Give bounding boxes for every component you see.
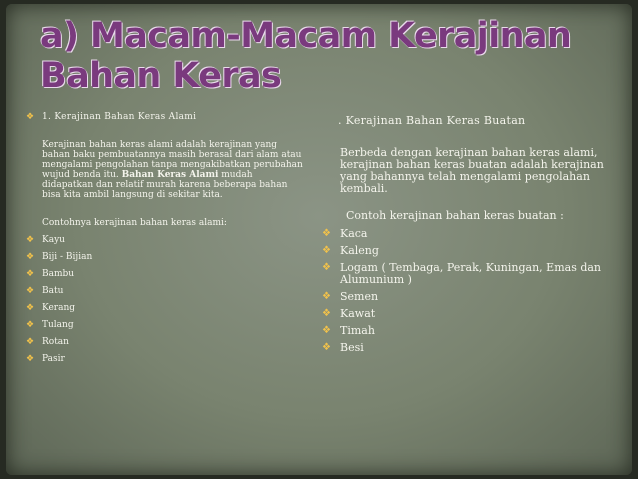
slide-title: a) Macam-Macam Kerajinan Bahan Keras	[40, 16, 572, 96]
left-heading	[26, 112, 306, 122]
list-item-text: Biji - Bijian	[42, 252, 93, 262]
right-column	[322, 114, 617, 359]
list-item-text: Kaca	[340, 227, 368, 240]
list-item-text: Kayu	[42, 235, 65, 245]
left-paragraph-text: Kerajinan bahan keras alami adalah kerajinan yang bahan baku pembuatannya masih berasal dari alam atau mengalami pengolahan tanpa mengakibatkan perubahan wujud benda itu.	[42, 140, 303, 180]
bullet-icon: ❖	[26, 354, 35, 364]
right-examples-list	[322, 228, 617, 354]
list-item	[322, 308, 617, 320]
right-examples-label: Contoh kerajinan bahan keras buatan :	[346, 209, 564, 222]
bullet-icon: ❖	[322, 245, 331, 256]
slide	[6, 4, 632, 475]
list-item-text: Tulang	[42, 320, 74, 330]
bullet-icon: ❖	[26, 320, 35, 330]
bullet-icon: ❖	[322, 291, 331, 302]
right-heading: . Kerajinan Bahan Keras Buatan	[338, 114, 526, 127]
list-item	[26, 319, 306, 336]
right-paragraph: Berbeda dengan kerajinan bahan keras alami, kerajinan bahan keras buatan adalah kerajinan yang bahannya telah mengalami pengolahan kembali.	[340, 146, 604, 195]
list-item-text: Kerang	[42, 303, 76, 313]
list-item	[26, 353, 306, 370]
left-heading-text: 1. Kerajinan Bahan Keras Alami	[42, 112, 197, 122]
bullet-icon: ❖	[26, 252, 35, 262]
left-paragraph	[26, 140, 306, 200]
bullet-icon: ❖	[322, 308, 331, 319]
left-examples-list	[26, 234, 306, 370]
list-item-text: Bambu	[42, 269, 75, 279]
list-item	[322, 245, 617, 257]
left-column	[26, 112, 306, 370]
bullet-icon: ❖	[26, 303, 35, 313]
left-paragraph-rest: mudah didapatkan dan relatif murah karena beberapa bahan bisa kita ambil langsung di sekitar kita.	[42, 170, 288, 200]
list-item-text: Semen	[340, 290, 379, 303]
list-item-text: Kaleng	[340, 244, 379, 257]
list-item-text: Rotan	[42, 337, 69, 347]
left-paragraph-bold: Bahan Keras Alami	[121, 170, 219, 180]
list-item	[322, 291, 617, 303]
list-item	[26, 302, 306, 319]
list-item-text: Kawat	[340, 307, 376, 320]
bullet-icon: ❖	[322, 342, 331, 353]
list-item	[26, 234, 306, 251]
bullet-icon: ❖	[26, 337, 35, 347]
left-examples-label: Contohnya kerajinan bahan keras alami:	[42, 218, 227, 228]
list-item	[26, 251, 306, 268]
list-item	[322, 342, 617, 354]
list-item	[26, 285, 306, 302]
list-item	[322, 325, 617, 337]
list-item	[322, 262, 617, 286]
bullet-icon: ❖	[26, 286, 35, 296]
list-item	[322, 228, 617, 240]
list-item-text: Pasir	[42, 354, 65, 364]
list-item	[26, 336, 306, 353]
list-item	[26, 268, 306, 285]
bullet-icon: ❖	[26, 235, 35, 245]
list-item-text: Timah	[340, 324, 375, 337]
list-item-text: Logam ( Tembaga, Perak, Kuningan, Emas dan Alumunium )	[340, 261, 602, 286]
bullet-icon: ❖	[322, 325, 331, 336]
bullet-icon: ❖	[26, 112, 35, 122]
bullet-icon: ❖	[322, 228, 331, 239]
list-item-text: Besi	[340, 341, 364, 354]
bullet-icon: ❖	[26, 269, 35, 279]
bullet-icon: ❖	[322, 262, 331, 273]
list-item-text: Batu	[42, 286, 64, 296]
